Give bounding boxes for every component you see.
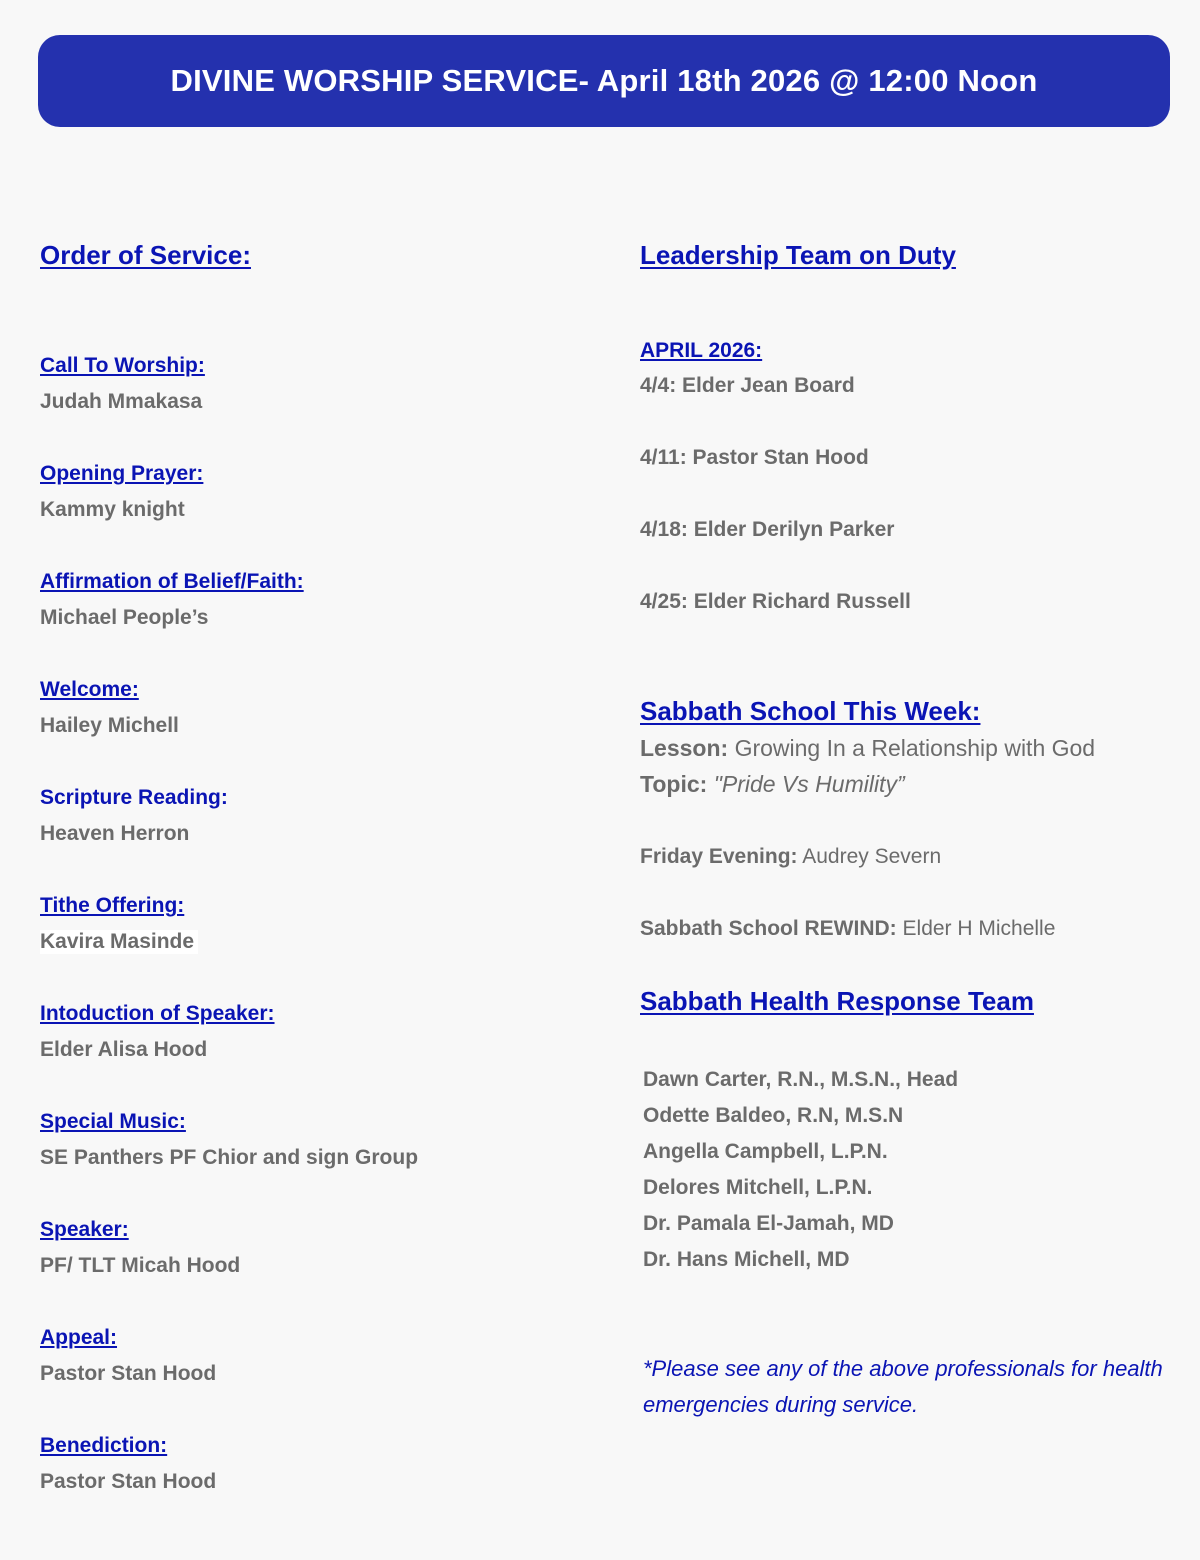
health-team-heading: Sabbath Health Response Team: [640, 986, 1034, 1016]
order-of-service-heading: Order of Service:: [40, 240, 251, 270]
service-item-label: Welcome:: [40, 678, 139, 701]
health-team-member: Angella Campbell, L.P.N.: [643, 1140, 888, 1163]
topic-line: [640, 771, 905, 798]
sabbath-school-heading: Sabbath School This Week:: [640, 696, 981, 726]
service-item-value: Elder Alisa Hood: [40, 1038, 208, 1061]
friday-evening-value: Audrey Severn: [802, 845, 942, 868]
health-team-member: Delores Mitchell, L.P.N.: [643, 1176, 873, 1199]
service-item-value: Michael People’s: [40, 606, 209, 629]
service-item-value: SE Panthers PF Chior and sign Group: [40, 1146, 419, 1169]
page-title: DIVINE WORSHIP SERVICE- April 18th 2026 @ 12:00 Noon: [170, 63, 1038, 98]
rewind-line: [640, 917, 1055, 941]
service-item-label: Special Music:: [40, 1110, 186, 1133]
service-item-value: Kammy knight: [40, 498, 185, 521]
health-team-member: Odette Baldeo, R.N, M.S.N: [643, 1104, 904, 1127]
topic-value: "Pride Vs Humility”: [713, 771, 905, 797]
rewind-label: Sabbath School REWIND:: [640, 917, 897, 940]
leadership-entry: 4/25: Elder Richard Russell: [640, 590, 911, 613]
service-item-value: PF/ TLT Micah Hood: [40, 1254, 241, 1277]
service-item-label: Call To Worship:: [40, 354, 205, 377]
friday-evening-line: [640, 845, 941, 869]
leadership-heading: Leadership Team on Duty: [640, 240, 956, 270]
service-item-value: Heaven Herron: [40, 822, 190, 845]
leadership-entry: 4/11: Pastor Stan Hood: [640, 446, 869, 469]
topic-label: Topic:: [640, 771, 708, 797]
health-team-member: Dr. Pamala El-Jamah, MD: [643, 1212, 894, 1235]
service-item-label: Affirmation of Belief/Faith:: [40, 570, 304, 593]
health-emergency-note: *Please see any of the above professionals for health emergencies during service.: [643, 1356, 1163, 1417]
service-item-value: Kavira Masinde: [40, 930, 198, 954]
lesson-line: [640, 735, 1095, 762]
lesson-value: Growing In a Relationship with God: [734, 735, 1096, 761]
service-item-value: Pastor Stan Hood: [40, 1470, 217, 1493]
service-item-label: Scripture Reading:: [40, 786, 228, 809]
health-team-member: Dawn Carter, R.N., M.S.N., Head: [643, 1068, 959, 1091]
friday-evening-label: Friday Evening:: [640, 845, 798, 868]
leadership-entry: 4/4: Elder Jean Board: [640, 374, 855, 397]
service-item-label: Intoduction of Speaker:: [40, 1002, 275, 1025]
service-item-value: Judah Mmakasa: [40, 390, 203, 413]
service-item-label: Opening Prayer:: [40, 462, 204, 485]
service-item-label: Benediction:: [40, 1434, 168, 1457]
service-item-value: Hailey Michell: [40, 714, 179, 737]
rewind-value: Elder H Michelle: [902, 917, 1056, 940]
leadership-entry: 4/18: Elder Derilyn Parker: [640, 518, 895, 541]
service-item-value: Pastor Stan Hood: [40, 1362, 217, 1385]
service-item-label: Speaker:: [40, 1218, 129, 1241]
leadership-month-label: APRIL 2026:: [640, 339, 763, 362]
service-item-label: Appeal:: [40, 1326, 118, 1349]
header-banner: [38, 35, 1170, 127]
service-item-label: Tithe Offering:: [40, 894, 185, 917]
lesson-label: Lesson:: [640, 735, 729, 761]
health-team-member: Dr. Hans Michell, MD: [643, 1248, 850, 1271]
